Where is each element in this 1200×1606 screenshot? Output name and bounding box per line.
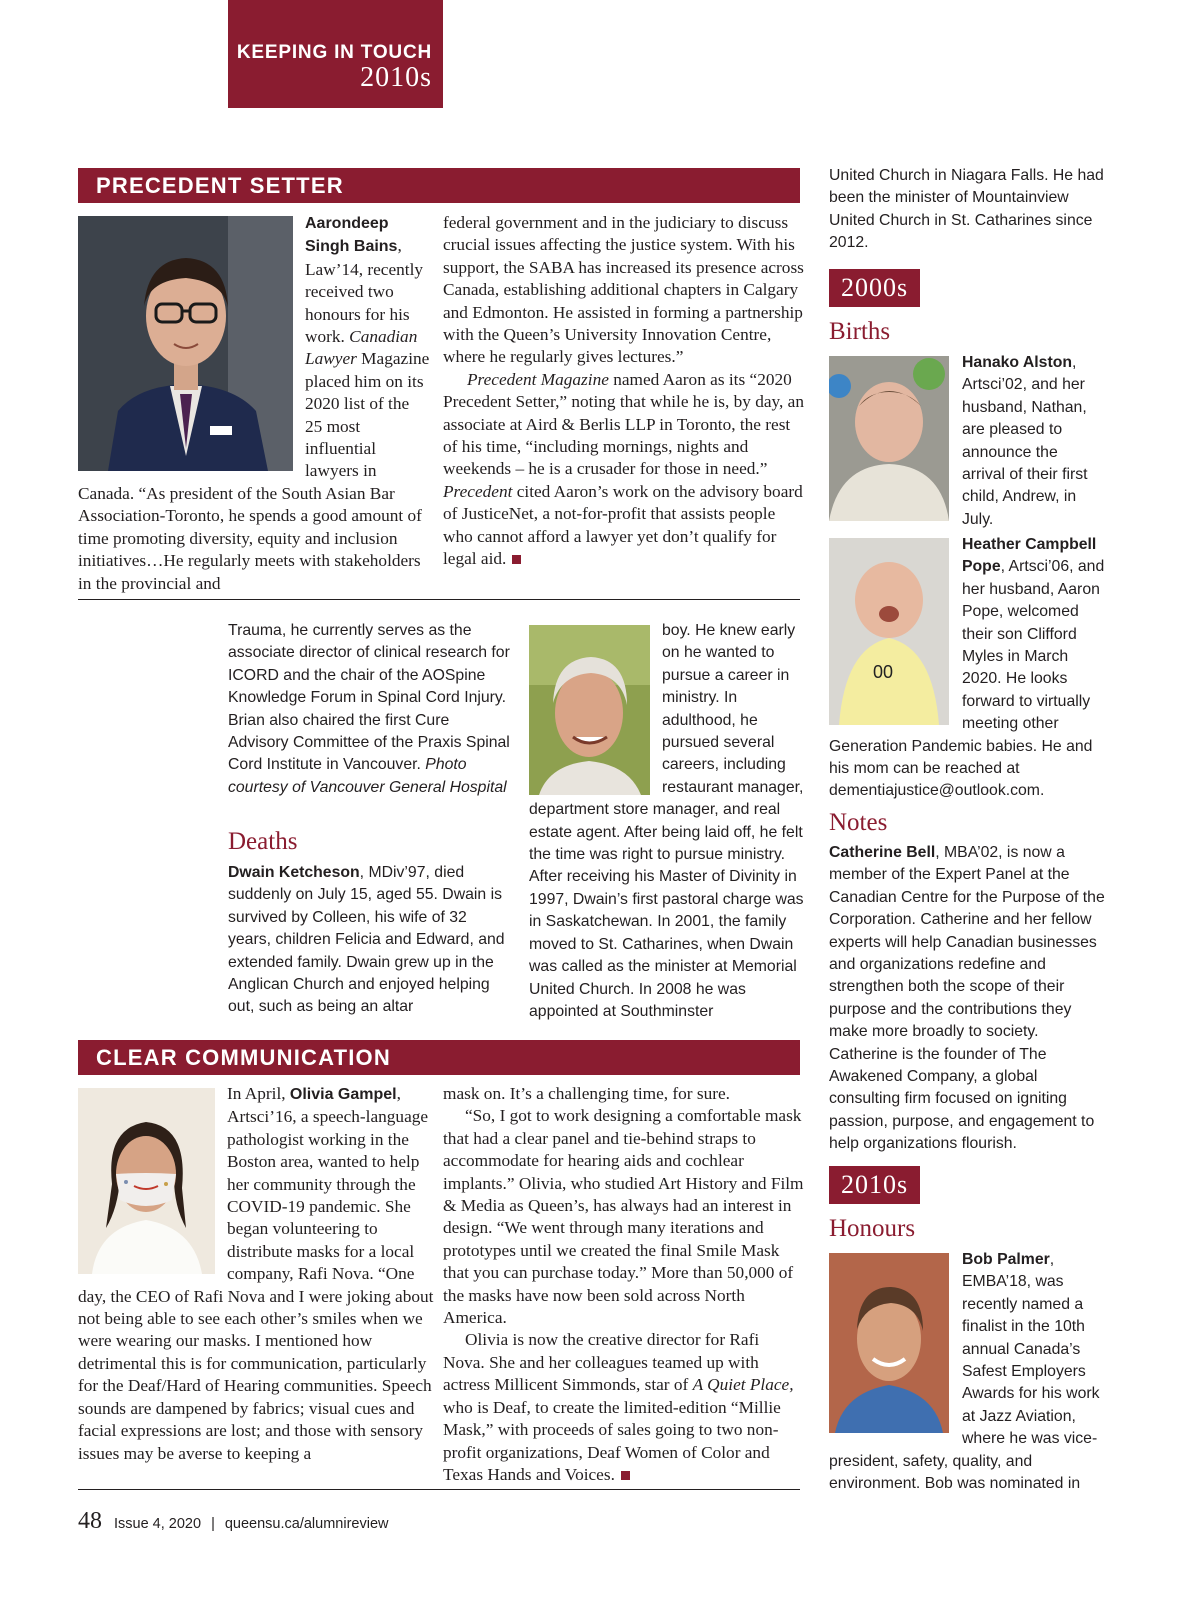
precedent-setter-banner: PRECEDENT SETTER	[78, 168, 800, 203]
dwain-name: Dwain Ketcheson	[228, 864, 360, 881]
footer-divider	[78, 1489, 800, 1490]
hanako-baby-photo	[829, 356, 949, 521]
portrait-man-smiling-icon	[829, 1253, 949, 1433]
bob-entry	[829, 1249, 1107, 1495]
clear-col1	[78, 1083, 435, 1465]
hanako-text: , Artsci’02, and her husband, Nathan, are pleased to announce the arrival of their first child, Andrew, in July.	[962, 354, 1088, 528]
clear-col2-para2: “So, I got to work designing a comfortable mask that had a clear panel and tie-behind straps to accommodate for hearing aids and cochlear implants.” Olivia, who studied Art History and Film & Media as Queen’s, has always had an interest in design. “We went through many iterations and prototypes until we created the final Smile Mask that you can purchase today.” More than 50,000 of the masks have now been sold across North America.	[443, 1106, 804, 1328]
heather-baby-photo	[829, 538, 949, 725]
dwain-text-end: United Church in Niagara Falls. He had been the minister of Mountainview United Church in St. Catharines since 2012.	[829, 167, 1104, 252]
deaths-col2	[529, 620, 805, 1023]
issue-label: Issue 4, 2020	[114, 1516, 202, 1532]
olivia-photo	[78, 1088, 215, 1274]
bob-photo	[829, 1253, 949, 1433]
clear-col2-para3-end: who is Deaf, to create the limited-edition “Millie Mask,” with proceeds of sales going to two non-profit organizations, Deaf Women of Color and Texas Hands and Voices.	[443, 1397, 781, 1484]
section-header-tab	[228, 0, 443, 108]
olivia-name: Olivia Gampel	[289, 1086, 397, 1103]
honours-heading: Honours	[829, 1215, 916, 1242]
hanako-name: Hanako Alston	[962, 354, 1073, 371]
dwain-text: , MDiv’97, died suddenly on July 15, aged 55. Dwain is survived by Colleen, his wife of 32 years, children Felicia and Edward, and extended family. Dwain grew up in the Anglican Church and enjoyed helping out, such as being an altar	[228, 864, 505, 1016]
olivia-text: , Artsci’16, a speech-language pathologist working in the Boston area, wanted to help her community through the COVID-19 pandemic. She began volunteering to distribute masks for a local company, Rafi Nova. “One day, the CEO of Rafi Nova and I were joking about not being able to see each other’s smiles when we were wearing our masks. I mentioned how detrimental this is for communication, particularly for the Deaf/Hard of Hearing communities. Speech sounds are dampened by fabrics; visual cues and facial expressions are lost; and those with sensory issues may be averse to keeping a	[78, 1084, 434, 1463]
section-divider	[78, 599, 800, 600]
baby-photo-icon	[829, 538, 949, 725]
footer-separator: |	[211, 1516, 215, 1532]
heather-text: , Artsci’06, and her husband, Aaron Pope, welcomed their son Clifford Myles in March 2020. He looks forward to virtually meeting other Generation Pandemic babies. He and his mom can be reached at dementiajustice@outlook.com.	[829, 558, 1105, 800]
portrait-older-man-icon	[529, 625, 650, 795]
heather-name: Heather Campbell Pope	[962, 536, 1097, 576]
clear-col2	[443, 1083, 805, 1486]
precedent-short: Precedent	[443, 481, 513, 501]
bob-name: Bob Palmer	[962, 1251, 1050, 1268]
dwain-photo	[529, 625, 650, 795]
right-col-continuation	[829, 165, 1105, 255]
aarondeep-photo	[78, 216, 293, 471]
clear-col2-para3: Olivia is now the creative director for Rafi Nova. She and her colleagues teamed up with actress Millicent Simmonds, star of	[443, 1330, 760, 1395]
births-heading: Births	[829, 318, 891, 345]
baby-photo-icon	[829, 356, 949, 521]
svg-text:00: 00	[873, 662, 894, 682]
canadian-lawyer-magazine: Canadian Lawyer	[305, 327, 418, 369]
precedent-magazine-name: Precedent Magazine	[467, 369, 609, 389]
clear-col2-para1: mask on. It’s a challenging time, for sure.	[443, 1084, 730, 1103]
footer-url[interactable]: queensu.ca/alumnireview	[224, 1516, 389, 1532]
catherine-name: Catherine Bell	[829, 844, 936, 861]
aarondeep-intro-cont: Magazine placed him on its 2020 list of the 25 most influential lawyers in Canada. “As president of the South Asian Bar Association-Toronto, he spends a good amount of time promoting diversity, equity and inclusion initiatives…He regularly meets with stakeholders in the provincial and	[78, 349, 430, 593]
precedent-col2	[443, 212, 805, 571]
catherine-text: , MBA’02, is now a member of the Expert Panel at the Canadian Centre for the Purpose of the Corporation. Catherine and her fellow experts will help Canadian businesses and organizations redefine and strengthen both the scope of their purpose and the contributions they make more broadly to society. Catherine is the founder of The Awakened Company, a global consulting firm focused on igniting passion, purpose, and engagement to help organizations flourish.	[829, 844, 1105, 1153]
aarondeep-intro: Law’14, recently received two honours for his work.	[305, 259, 424, 347]
portrait-man-suit-icon	[78, 216, 293, 471]
section-decade: 2010s	[360, 62, 432, 93]
brian-text: Trauma, he currently serves as the associate director of clinical research for ICORD and the chair of the AOSpine Knowledge Forum in Spinal Cord Injury. Brian also chaired the first Cure Advisory Committee of the Praxis Spinal Cord Institute in Vancouver.	[228, 622, 510, 774]
end-mark	[621, 1471, 630, 1480]
decade-2010s: 2010s	[829, 1166, 920, 1204]
dwain-text-cont: boy. He knew early on he wanted to pursue a career in ministry. In adulthood, he pursued several careers, including restaurant manager, department store manager, and real estate agent. After being laid off, he felt the time was right to pursue ministry. After receiving his Master of Divinity in 1997, Dwain’s first pastoral charge was in Saskatchewan. In 2001, the family moved to St. Catharines, when Dwain was called as the minister at Memorial United Church. In 2008 he was appointed at Southminster	[529, 622, 804, 1020]
precedent-col2-para2-end: cited Aaron’s work on the advisory board of JusticeNet, a not-for-profit that assists people who cannot afford a lawyer yet don’t qualify for legal aid.	[443, 481, 803, 569]
photo-credit: Photo courtesy of Vancouver General Hospital	[228, 756, 507, 796]
page-number: 48	[78, 1508, 102, 1534]
deaths-heading: Deaths	[228, 828, 298, 855]
deaths-col1	[228, 862, 510, 1019]
precedent-col1: Aarondeep Singh Bains, Law’14, recently received two honours for his work. Canadian Lawyer Magazine placed him on its 2020 list of the 25 most influential lawyers in Canada. “As president of the South Asian Bar Association-Toronto, he spends a good amount of time promoting diversity, equity and inclusion initiatives…He regularly meets with stakeholders in the provincial and	[78, 215, 430, 593]
clear-communication-banner: CLEAR COMMUNICATION	[78, 1040, 800, 1075]
film-title: A Quiet Place,	[692, 1375, 794, 1395]
brian-continuation	[228, 620, 510, 799]
portrait-woman-mask-icon	[78, 1088, 215, 1274]
end-mark	[512, 555, 521, 564]
section-title: KEEPING IN TOUCH	[236, 42, 432, 63]
precedent-col2-para2: named Aaron as its “2020 Precedent Setter,” noting that while he is, by day, an associate at Aird & Berlis LLP in Toronto, the rest of his time, “including mornings, nights and weekends – he is a crusader for those in need.”	[443, 369, 804, 479]
precedent-col2-para1: federal government and in the judiciary to discuss crucial issues affecting the justice system. With his support, the SABA has increased its presence across Canada, establishing additional chapters in Calgary and Edmonton. He assisted in forming a partnership with the Queen’s University Innovation Centre, where he regularly gives lectures.”	[443, 213, 804, 367]
decade-2000s: 2000s	[829, 269, 920, 307]
notes-heading: Notes	[829, 809, 888, 836]
catherine-entry	[829, 842, 1107, 1156]
footer	[78, 1508, 388, 1535]
bob-text: , EMBA’18, was recently named a finalist in the 10th annual Canada’s Safest Employers Awards for his work at Jazz Aviation, where he was vice-president, safety, quality, and environment. Bob was nominated in	[829, 1251, 1100, 1493]
aarondeep-name-line2: Singh Bains	[305, 238, 398, 256]
olivia-lead: In April,	[227, 1084, 286, 1103]
heather-entry	[829, 534, 1107, 803]
aarondeep-name-line1: Aarondeep	[305, 215, 389, 232]
hanako-entry	[829, 352, 1105, 531]
